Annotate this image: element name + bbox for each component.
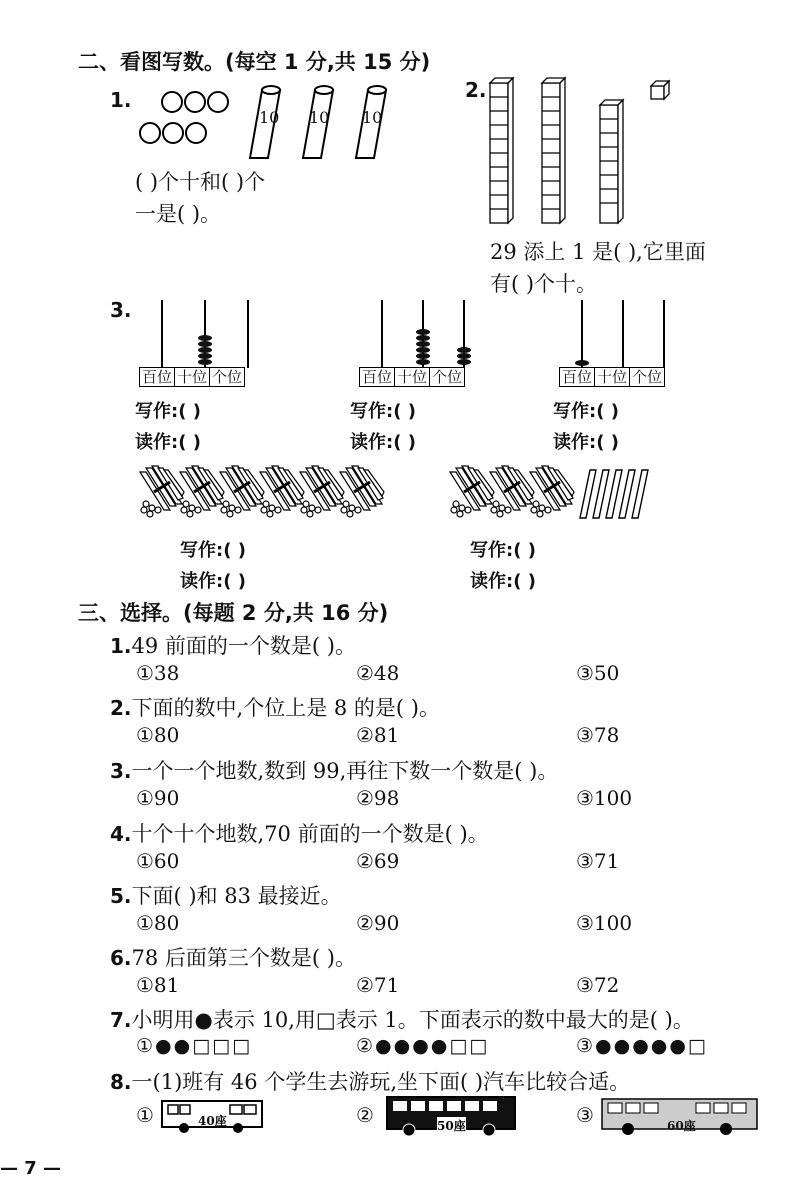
ones-label: 个位 bbox=[432, 368, 463, 386]
choice-question-3 bbox=[110, 755, 558, 785]
hundreds-label: 百位 bbox=[560, 368, 595, 386]
single-sticks-icon bbox=[580, 470, 648, 518]
bundles-1-read: 读作:( ) bbox=[180, 571, 246, 592]
question-number: 1. bbox=[110, 634, 132, 658]
abacus-1-place-labels bbox=[139, 367, 245, 387]
ones-label: 个位 bbox=[632, 368, 663, 386]
option-c[interactable]: ③100 bbox=[576, 786, 633, 810]
option-c[interactable]: ③78 bbox=[576, 723, 620, 747]
option-c[interactable]: ③100 bbox=[576, 911, 633, 935]
bundle-label-3: 10 bbox=[362, 108, 383, 127]
abacus-3 bbox=[560, 300, 690, 370]
hundreds-label: 百位 bbox=[140, 368, 175, 386]
section-3-title: 三、选择。(每题 2 分,共 16 分) bbox=[78, 601, 389, 625]
option-a[interactable]: ①81 bbox=[136, 973, 180, 997]
abacus-1-write: 写作:( ) bbox=[135, 401, 201, 422]
option-a[interactable]: ①90 bbox=[136, 786, 180, 810]
choice-question-5 bbox=[110, 880, 342, 910]
question-text: 小明用●表示 10,用□表示 1。下面表示的数中最大的是( )。 bbox=[131, 1008, 694, 1032]
q2-line2: 有( )个十。 bbox=[490, 272, 598, 296]
abacus-3-read: 读作:( ) bbox=[553, 432, 619, 453]
question-text: 一(1)班有 46 个学生去游玩,坐下面( )汽车比较合适。 bbox=[131, 1070, 631, 1094]
bundle-label-1: 10 bbox=[259, 108, 280, 127]
option-b[interactable]: ② bbox=[356, 1103, 374, 1127]
stick-bundles-left bbox=[140, 462, 390, 522]
option-a[interactable]: ①80 bbox=[136, 911, 180, 935]
question-text: 一个一个地数,数到 99,再往下数一个数是( )。 bbox=[131, 759, 559, 783]
choice-question-1 bbox=[110, 630, 356, 660]
option-b[interactable]: ②98 bbox=[356, 786, 400, 810]
bundles-2-read: 读作:( ) bbox=[470, 571, 536, 592]
option-c[interactable]: ③●●●●●□ bbox=[576, 1035, 708, 1057]
option-a[interactable]: ①60 bbox=[136, 849, 180, 873]
circle-icon bbox=[140, 92, 228, 143]
tens-label: 十位 bbox=[595, 368, 630, 386]
question-text: 下面( )和 83 最接近。 bbox=[131, 884, 342, 908]
question-text: 49 前面的一个数是( )。 bbox=[131, 634, 356, 658]
tens-label: 十位 bbox=[175, 368, 210, 386]
option-b[interactable]: ②81 bbox=[356, 723, 400, 747]
question-number: 5. bbox=[110, 884, 132, 908]
question-text: 十个十个地数,70 前面的一个数是( )。 bbox=[131, 822, 489, 846]
abacus-2-write: 写作:( ) bbox=[350, 401, 416, 422]
abacus-3-place-labels bbox=[559, 367, 665, 387]
question-number: 4. bbox=[110, 822, 132, 846]
choice-question-7 bbox=[110, 1004, 694, 1034]
q1-line1: ( )个十和( )个 bbox=[135, 170, 266, 194]
bus-50-label: 50座 bbox=[437, 1119, 466, 1133]
q3-number: 3. bbox=[110, 298, 132, 322]
q1-line2: 一是( )。 bbox=[135, 202, 222, 226]
option-b[interactable]: ②●●●●□□ bbox=[356, 1035, 490, 1057]
question-number: 8. bbox=[110, 1070, 132, 1094]
page-number: — 7 — bbox=[0, 1158, 62, 1179]
question-text: 78 后面第三个数是( )。 bbox=[131, 946, 356, 970]
bus-60-label: 60座 bbox=[667, 1119, 696, 1133]
option-b[interactable]: ②71 bbox=[356, 973, 400, 997]
question-number: 3. bbox=[110, 759, 132, 783]
q2-line1: 29 添上 1 是( ),它里面 bbox=[490, 240, 706, 264]
section-2-title: 二、看图写数。(每空 1 分,共 15 分) bbox=[78, 50, 431, 74]
tens-label: 十位 bbox=[395, 368, 430, 386]
q2-number: 2. bbox=[465, 78, 487, 102]
option-a[interactable]: ①●●□□□ bbox=[136, 1035, 253, 1057]
q1-number: 1. bbox=[110, 88, 132, 112]
choice-question-6 bbox=[110, 942, 356, 972]
option-c[interactable]: ③ bbox=[576, 1103, 594, 1127]
choice-question-8 bbox=[110, 1066, 630, 1096]
option-c[interactable]: ③50 bbox=[576, 661, 620, 685]
question-number: 7. bbox=[110, 1008, 132, 1032]
option-b[interactable]: ②69 bbox=[356, 849, 400, 873]
abacus-2 bbox=[360, 300, 490, 370]
choice-question-2 bbox=[110, 692, 440, 722]
question-number: 6. bbox=[110, 946, 132, 970]
abacus-2-read: 读作:( ) bbox=[350, 432, 416, 453]
unit-cube-icon bbox=[651, 81, 669, 99]
hundreds-label: 百位 bbox=[360, 368, 395, 386]
question-text: 下面的数中,个位上是 8 的是( )。 bbox=[131, 696, 440, 720]
abacus-2-place-labels bbox=[359, 367, 465, 387]
option-b[interactable]: ②48 bbox=[356, 661, 400, 685]
option-c[interactable]: ③72 bbox=[576, 973, 620, 997]
bundles-1-write: 写作:( ) bbox=[180, 540, 246, 561]
option-b[interactable]: ②90 bbox=[356, 911, 400, 935]
option-a[interactable]: ①80 bbox=[136, 723, 180, 747]
bundle-label-2: 10 bbox=[309, 108, 330, 127]
question-number: 2. bbox=[110, 696, 132, 720]
bus-40-label: 40座 bbox=[198, 1114, 227, 1128]
q2-figure bbox=[485, 75, 685, 235]
stick-bundles-right bbox=[450, 462, 660, 522]
option-a[interactable]: ①38 bbox=[136, 661, 180, 685]
option-a[interactable]: ① bbox=[136, 1103, 154, 1127]
abacus-1 bbox=[140, 300, 270, 370]
choice-question-4 bbox=[110, 818, 489, 848]
abacus-3-write: 写作:( ) bbox=[553, 401, 619, 422]
bundles-2-write: 写作:( ) bbox=[470, 540, 536, 561]
abacus-1-read: 读作:( ) bbox=[135, 432, 201, 453]
ones-label: 个位 bbox=[212, 368, 243, 386]
option-c[interactable]: ③71 bbox=[576, 849, 620, 873]
